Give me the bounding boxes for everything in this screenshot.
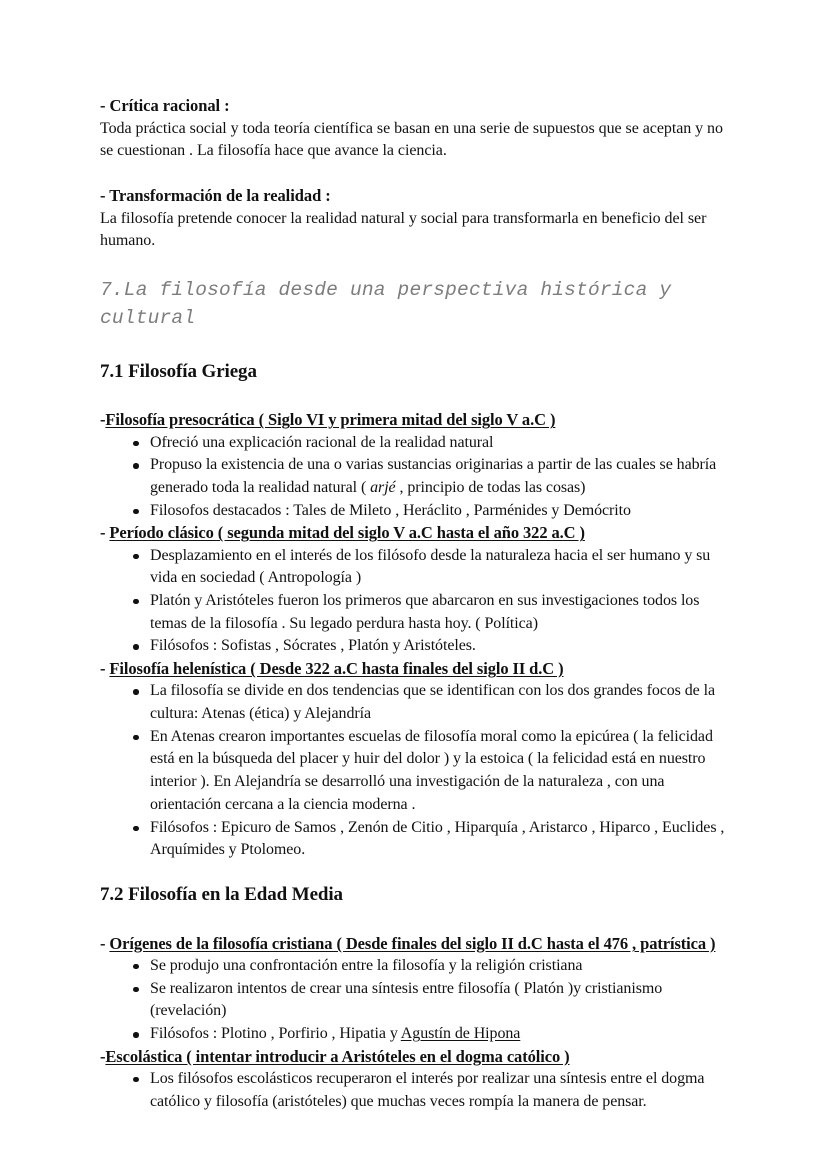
list-item-text: Se realizaron intentos de crear una síntesis entre filosofía ( Platón )y cristianismo (revelación) (150, 979, 663, 1020)
list-item (100, 726, 728, 817)
spacer (100, 253, 728, 276)
heading-critica-racional: - Crítica racional : (100, 96, 230, 115)
subheading-escolastica (100, 1046, 728, 1068)
subheading-dash: - (100, 523, 110, 543)
bullet-list-escolastica (100, 1068, 728, 1113)
list-item-text: Propuso la existencia de una o varias sustancias originarias a partir de las cuales se habría generado toda la realidad natural ( (150, 456, 717, 496)
list-item (100, 1023, 728, 1046)
list-item-text-cont: , principio de todas las cosas) (395, 479, 586, 496)
list-item-text: Filosofos destacados : Tales de Mileto , Heráclito , Parménides y Demócrito (150, 501, 631, 519)
bullet-list-periodo-clasico (100, 545, 728, 659)
subheading-origenes-filosofia-cristiana (100, 933, 728, 955)
section-heading-7-2: 7.2 Filosofía en la Edad Media (100, 884, 343, 905)
spacer (100, 333, 728, 361)
list-item-text: Se produjo una confrontación entre la filosofía y la religión cristiana (150, 956, 583, 974)
subheading-dash: - (100, 1046, 106, 1066)
subheading-dash: - (100, 933, 110, 953)
bullet-list-helenistica (100, 680, 728, 862)
list-item (100, 955, 728, 978)
list-item (100, 680, 728, 725)
spacer (100, 163, 728, 186)
spacer (100, 862, 728, 884)
subheading-text: Filosofía presocrática ( Siglo VI y primera mitad del siglo V a.C ) (105, 410, 556, 430)
list-item (100, 500, 728, 523)
list-item (100, 1068, 728, 1113)
list-item-text: La filosofía se divide en dos tendencias que se identifican con los dos grandes focos de la cultura: Atenas (ética) y Alejandría (150, 682, 715, 722)
list-item (100, 817, 728, 862)
paragraph-critica-racional: Toda práctica social y toda teoría científica se basan en una serie de supuestos que se aceptan y no se cuestionan . La filosofía hace que avance la ciencia. (100, 119, 723, 160)
list-item-text: Filósofos : Plotino , Porfirio , Hipatia y (150, 1025, 401, 1043)
subheading-text: Filosofía helenística ( Desde 322 a.C hasta finales del siglo II d.C ) (109, 659, 564, 679)
section-heading-7-1: 7.1 Filosofía Griega (100, 360, 257, 382)
subheading-filosofia-helenistica (100, 658, 728, 680)
list-item (100, 432, 728, 455)
list-item-text: Filósofos : Sofistas , Sócrates , Platón y Aristóteles. (150, 637, 476, 655)
list-item (100, 978, 728, 1023)
underlined-name-agustin-de-hipona: Agustín de Hipona (400, 1025, 521, 1043)
spacer (100, 907, 728, 933)
subheading-text: Orígenes de la filosofía cristiana ( Desde finales del siglo II d.C hasta el 476 , patrística ) (109, 933, 716, 953)
heading-transformacion-realidad: - Transformación de la realidad : (100, 186, 331, 206)
list-item-text: Platón y Aristóteles fueron los primeros que abarcaron en sus investigaciones todos los temas de la filosofía . Su legado perdura hasta hoy. ( Política) (150, 591, 700, 632)
list-item-text: Filósofos : Epicuro de Samos , Zenón de Citio , Hiparquía , Aristarco , Hiparco , Euclides , Arquímides y Ptolomeo. (150, 818, 725, 859)
spacer (100, 383, 728, 409)
subheading-periodo-clasico (100, 522, 728, 544)
list-item-text: En Atenas crearon importantes escuelas de filosofía moral como la epicúrea ( la felicidad está en la búsqueda del placer y huir del dolor ) y la estoica ( la felicidad está en nuestro interior ). En Alejandría se desarrolló una investigación de la naturaleza , con una orientación cercana a la ciencia moderna . (150, 727, 713, 813)
list-item (100, 635, 728, 658)
subheading-filosofia-presocratica (100, 409, 728, 431)
bullet-list-presocratica (100, 432, 728, 523)
document-content (100, 96, 728, 1113)
list-item (100, 545, 728, 590)
subheading-dash: - (100, 410, 106, 430)
emphasis-arje: arjé (370, 479, 396, 496)
bullet-list-origenes (100, 955, 728, 1046)
chapter-heading: 7.La filosofía desde una perspectiva histórica y cultural (100, 279, 684, 330)
list-item-text: Los filósofos escolásticos recuperaron el interés por realizar una síntesis entre el dogma católico y filosofía (aristóteles) que muchas veces rompía la manera de pensar. (150, 1069, 705, 1110)
subheading-text: Período clásico ( segunda mitad del siglo V a.C hasta el año 322 a.C ) (109, 523, 585, 543)
list-item-text: Ofreció una explicación racional de la realidad natural (150, 433, 494, 451)
paragraph-transformacion-realidad: La filosofía pretende conocer la realidad natural y social para transformarla en beneficio del ser humano. (100, 209, 707, 250)
list-item (100, 454, 728, 499)
list-item (100, 590, 728, 635)
subheading-text: Escolástica ( intentar introducir a Aristóteles en el dogma católico ) (105, 1046, 570, 1066)
subheading-dash: - (100, 659, 110, 679)
list-item-text: Desplazamiento en el interés de los filósofo desde la naturaleza hacia el ser humano y su vida en sociedad ( Antropología ) (150, 546, 711, 587)
